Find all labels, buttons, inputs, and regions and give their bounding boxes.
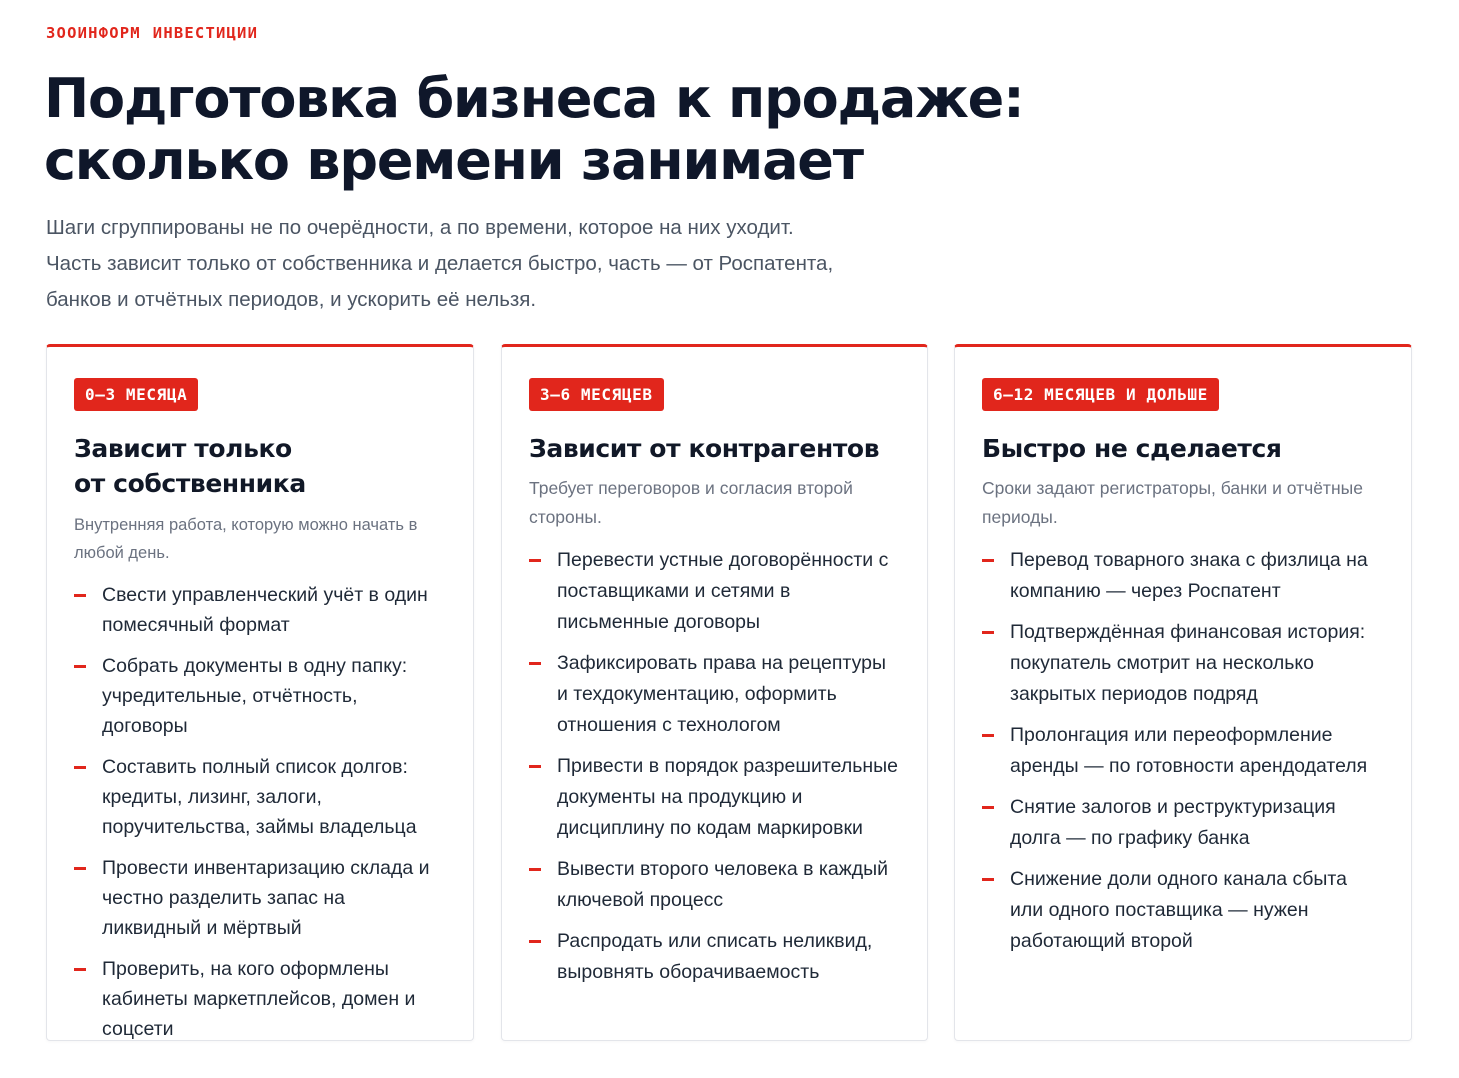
list-item bbox=[982, 545, 1385, 607]
timeline-card-3-6-months bbox=[501, 344, 928, 1041]
card-title bbox=[74, 431, 447, 501]
task-list bbox=[982, 545, 1385, 957]
list-item bbox=[529, 648, 901, 741]
page-title-line: Подготовка бизнеса к продаже: bbox=[44, 67, 1024, 130]
list-item bbox=[74, 853, 447, 943]
card-title bbox=[529, 431, 901, 466]
task-list bbox=[74, 580, 447, 1044]
list-item-text: Вывести второго человека в каждый ключевой процесс bbox=[557, 858, 889, 911]
card-title bbox=[982, 431, 1385, 466]
duration-badge: 0–3 МЕСЯЦА bbox=[74, 378, 198, 411]
dash-bullet-icon bbox=[982, 878, 994, 881]
task-list bbox=[529, 545, 901, 988]
dash-bullet-icon bbox=[529, 559, 541, 562]
dash-bullet-icon bbox=[982, 559, 994, 562]
brand-section: ИНВЕСТИЦИИ bbox=[152, 24, 259, 42]
card-title-line: Зависит от контрагентов bbox=[529, 434, 880, 463]
list-item-text: Подтверждённая финансовая история: покупатель смотрит на несколько закрытых периодов подряд bbox=[1010, 621, 1366, 705]
list-item-text: Провести инвентаризацию склада и честно разделить запас на ликвидный и мёртвый bbox=[102, 857, 430, 939]
card-subtitle: Требует переговоров и согласия второй стороны. bbox=[529, 478, 853, 527]
list-item-text: Перевести устные договорённости с поставщиками и сетями в письменные договоры bbox=[557, 549, 889, 633]
list-item-text: Снижение доли одного канала сбыта или одного поставщика — нужен работающий второй bbox=[1010, 868, 1347, 952]
dash-bullet-icon bbox=[74, 968, 86, 971]
list-item-text: Проверить, на кого оформлены кабинеты маркетплейсов, домен и соцсети bbox=[102, 958, 416, 1040]
card-subtitle: Сроки задают регистраторы, банки и отчётные периоды. bbox=[982, 478, 1363, 527]
dash-bullet-icon bbox=[74, 766, 86, 769]
list-item-text: Снятие залогов и реструктуризация долга — по графику банка bbox=[1010, 796, 1336, 849]
card-title-line: от собственника bbox=[74, 469, 306, 498]
dash-bullet-icon bbox=[982, 734, 994, 737]
page-title bbox=[44, 68, 1044, 192]
dash-bullet-icon bbox=[74, 665, 86, 668]
list-item bbox=[529, 545, 901, 638]
list-item bbox=[529, 751, 901, 844]
list-item-text: Свести управленческий учёт в один помесячный формат bbox=[102, 584, 428, 636]
dash-bullet-icon bbox=[982, 806, 994, 809]
list-item-text: Собрать документы в одну папку: учредительные, отчётность, договоры bbox=[102, 655, 408, 737]
list-item bbox=[74, 752, 447, 842]
list-item-text: Привести в порядок разрешительные документы на продукцию и дисциплину по кодам маркировки bbox=[557, 755, 898, 839]
list-item bbox=[982, 720, 1385, 782]
list-item bbox=[529, 926, 901, 988]
list-item-text: Перевод товарного знака с физлица на компанию — через Роспатент bbox=[1010, 549, 1368, 602]
card-title-line: Быстро не сделается bbox=[982, 434, 1282, 463]
brand-kicker bbox=[46, 24, 258, 42]
lead-line: Часть зависит только от собственника и делается быстро, часть — от Роспатента, bbox=[46, 252, 834, 275]
list-item bbox=[982, 864, 1385, 957]
lead-line: банков и отчётных периодов, и ускорить её нельзя. bbox=[46, 288, 537, 311]
dash-bullet-icon bbox=[74, 594, 86, 597]
dash-bullet-icon bbox=[529, 940, 541, 943]
list-item-text: Зафиксировать права на рецептуры и техдокументацию, оформить отношения с технологом bbox=[557, 652, 886, 736]
lead-paragraph bbox=[46, 210, 946, 318]
dash-bullet-icon bbox=[529, 765, 541, 768]
brand-name: ЗООИНФОРМ bbox=[46, 24, 141, 42]
card-subtitle: Внутренняя работа, которую можно начать в любой день. bbox=[74, 516, 418, 562]
duration-badge: 3–6 МЕСЯЦЕВ bbox=[529, 378, 664, 411]
card-title-line: Зависит только bbox=[74, 434, 292, 463]
list-item bbox=[982, 792, 1385, 854]
duration-badge: 6–12 МЕСЯЦЕВ И ДОЛЬШЕ bbox=[982, 378, 1219, 411]
list-item-text: Составить полный список долгов: кредиты, лизинг, залоги, поручительства, займы владельца bbox=[102, 756, 417, 838]
dash-bullet-icon bbox=[74, 867, 86, 870]
dash-bullet-icon bbox=[982, 631, 994, 634]
page-title-line: сколько времени занимает bbox=[44, 129, 863, 192]
list-item bbox=[74, 580, 447, 640]
timeline-card-6-12-months bbox=[954, 344, 1412, 1041]
list-item bbox=[529, 854, 901, 916]
list-item bbox=[982, 617, 1385, 710]
dash-bullet-icon bbox=[529, 662, 541, 665]
list-item bbox=[74, 651, 447, 741]
timeline-card-0-3-months bbox=[46, 344, 474, 1041]
list-item-text: Пролонгация или переоформление аренды — по готовности арендодателя bbox=[1010, 724, 1368, 777]
list-item-text: Распродать или списать неликвид, выровнять оборачиваемость bbox=[557, 930, 873, 983]
list-item bbox=[74, 954, 447, 1044]
dash-bullet-icon bbox=[529, 868, 541, 871]
lead-line: Шаги сгруппированы не по очерёдности, а по времени, которое на них уходит. bbox=[46, 216, 794, 239]
